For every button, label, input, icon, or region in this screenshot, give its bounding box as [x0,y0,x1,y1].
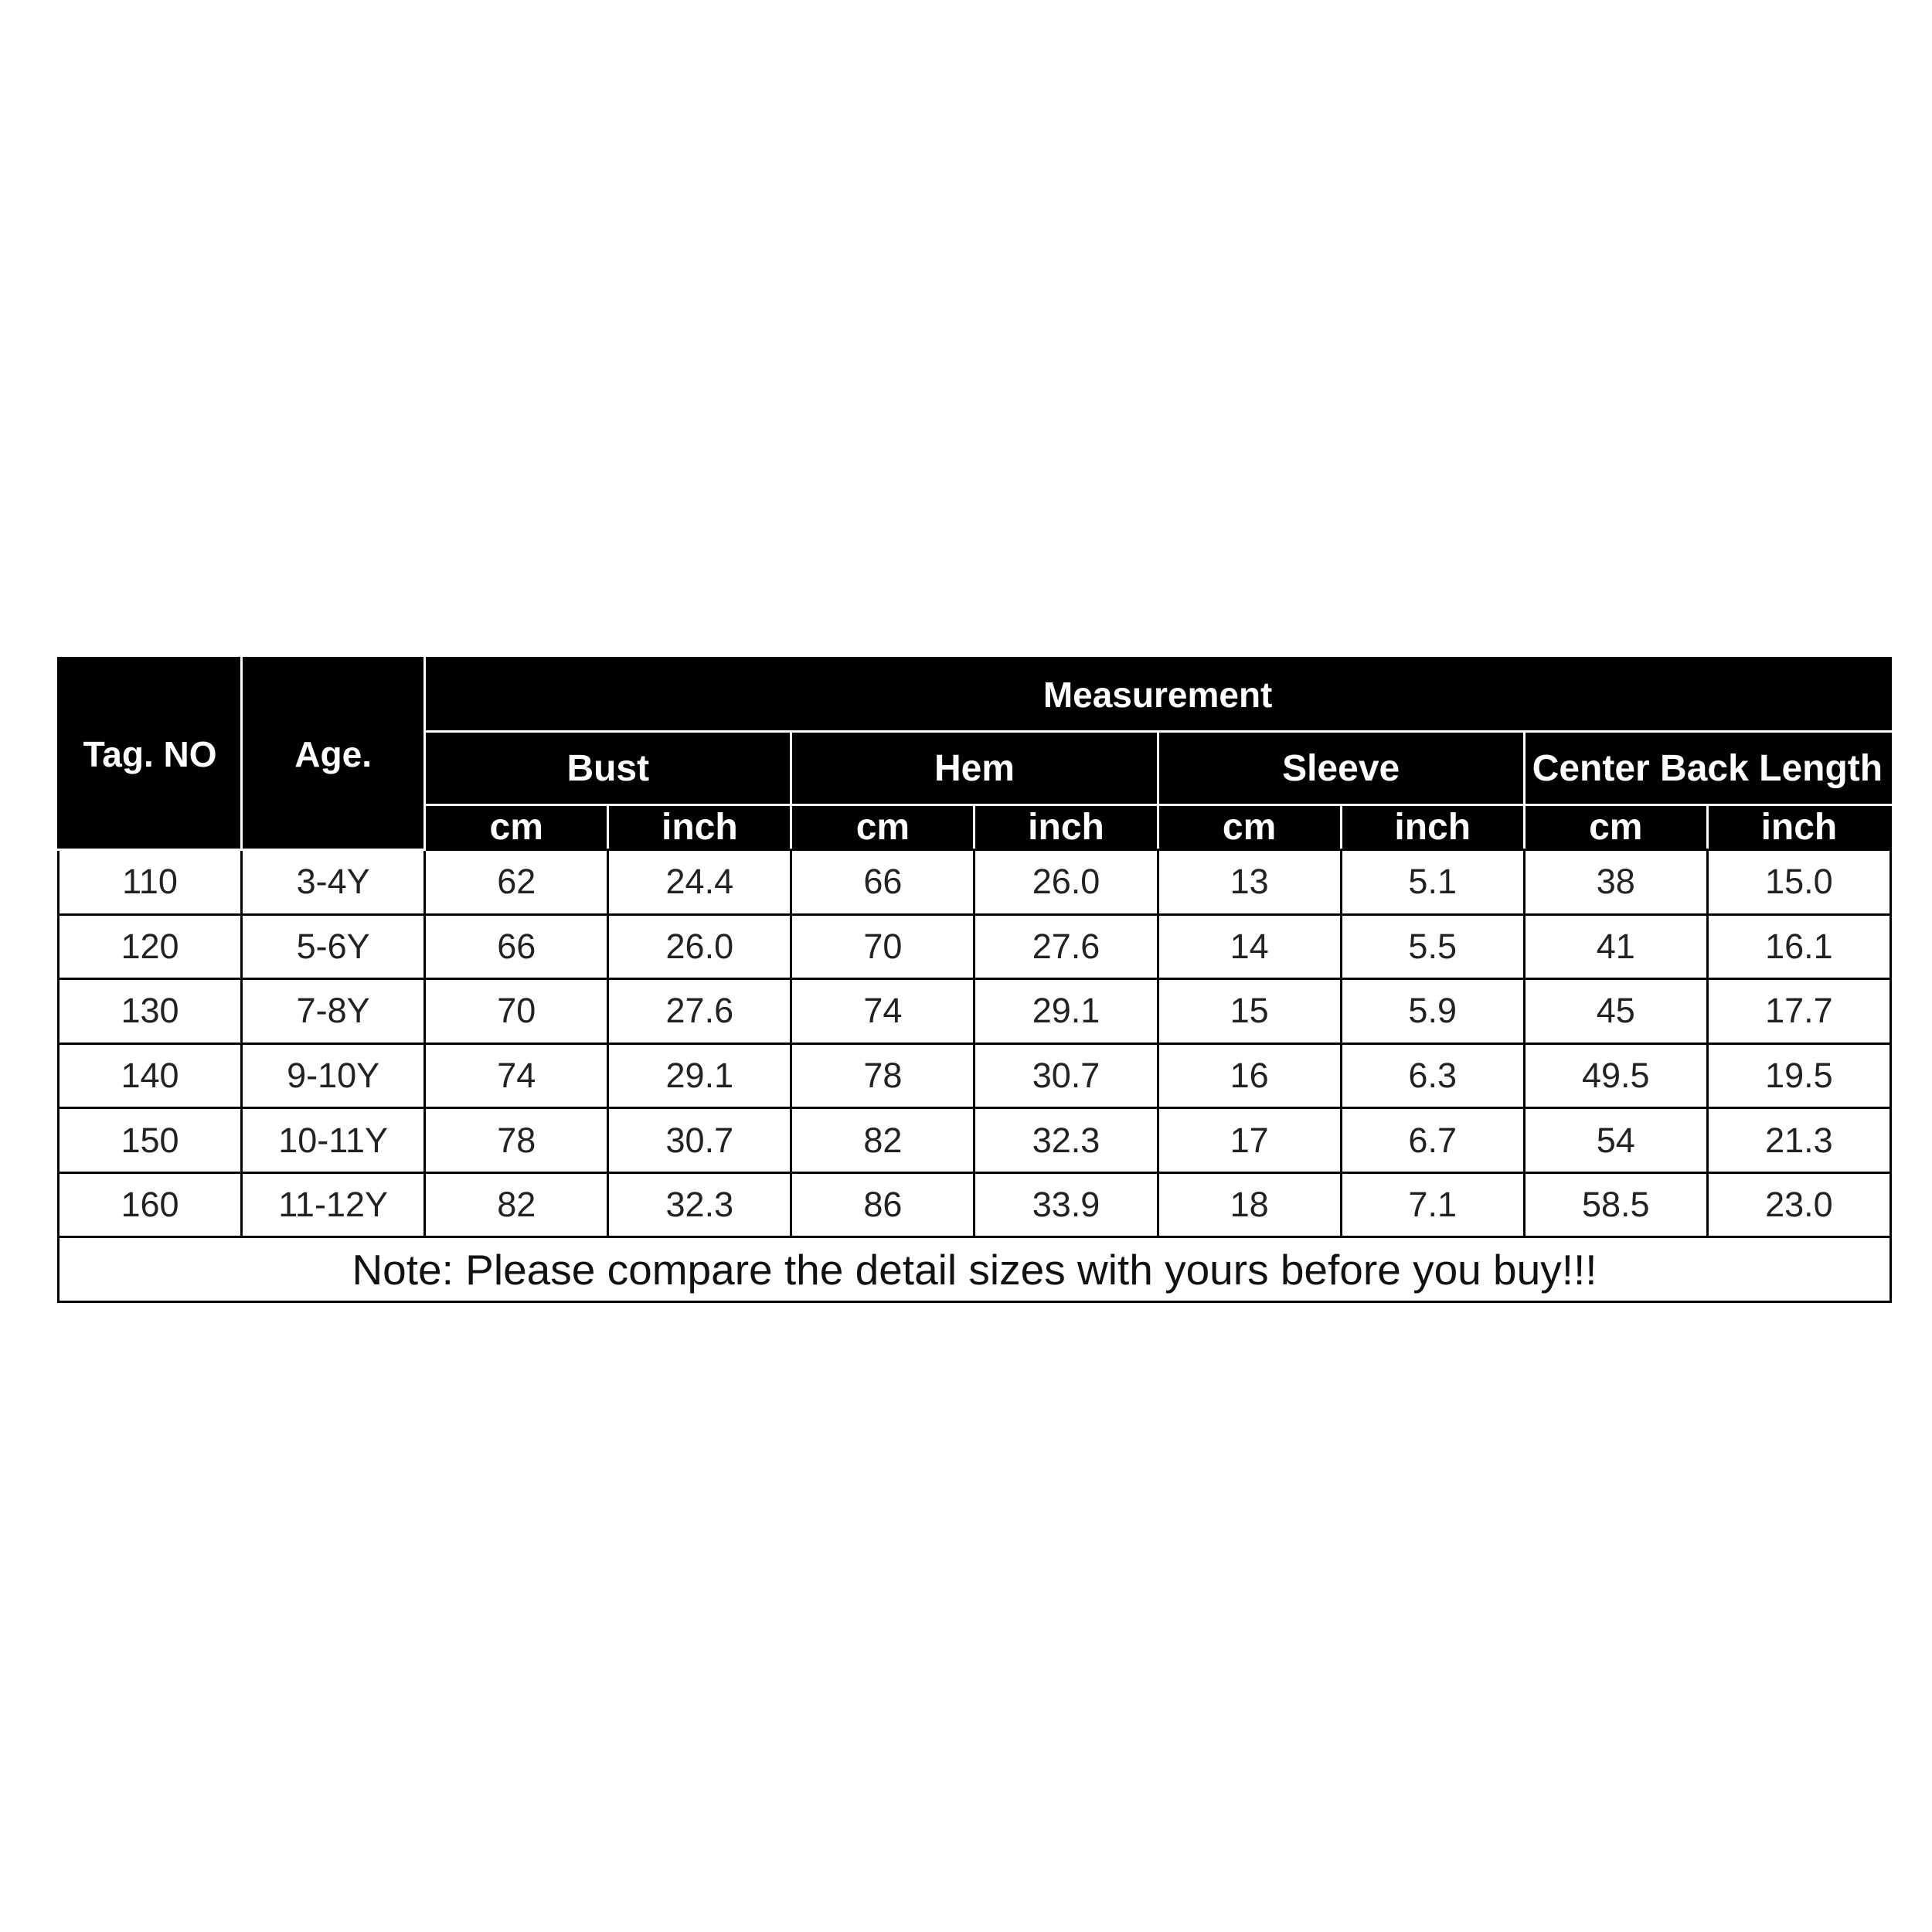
cell-hem-cm: 74 [791,979,975,1044]
cell-bust-inch: 29.1 [608,1043,791,1108]
cell-hem-inch: 27.6 [975,914,1158,979]
header-back-length-cm: cm [1524,805,1707,850]
cell-hem-cm: 82 [791,1108,975,1173]
cell-back-length-cm: 38 [1524,850,1707,915]
table-row [59,1108,1891,1173]
cell-back-length-cm: 49.5 [1524,1043,1707,1108]
header-bust-cm: cm [425,805,608,850]
cell-back-length-cm: 58.5 [1524,1172,1707,1237]
size-note: Note: Please compare the detail sizes with yours before you buy!!! [59,1237,1891,1302]
cell-hem-cm: 70 [791,914,975,979]
size-chart-table [57,657,1892,1303]
cell-bust-inch: 32.3 [608,1172,791,1237]
cell-tag-no: 110 [59,850,242,915]
cell-bust-inch: 30.7 [608,1108,791,1173]
cell-sleeve-cm: 16 [1158,1043,1341,1108]
header-hem: Hem [791,732,1158,805]
cell-back-length-inch: 16.1 [1707,914,1890,979]
cell-sleeve-inch: 5.1 [1341,850,1524,915]
cell-age: 10-11Y [242,1108,425,1173]
cell-hem-inch: 33.9 [975,1172,1158,1237]
cell-sleeve-cm: 13 [1158,850,1341,915]
cell-back-length-inch: 19.5 [1707,1043,1890,1108]
header-sleeve: Sleeve [1158,732,1524,805]
cell-tag-no: 160 [59,1172,242,1237]
cell-back-length-cm: 45 [1524,979,1707,1044]
cell-hem-cm: 66 [791,850,975,915]
cell-sleeve-cm: 18 [1158,1172,1341,1237]
header-tag-no: Tag. NO [59,658,242,850]
cell-sleeve-inch: 7.1 [1341,1172,1524,1237]
cell-bust-cm: 62 [425,850,608,915]
cell-age: 11-12Y [242,1172,425,1237]
cell-bust-inch: 24.4 [608,850,791,915]
cell-back-length-inch: 23.0 [1707,1172,1890,1237]
header-center-back-length: Center Back Length [1524,732,1890,805]
cell-back-length-cm: 41 [1524,914,1707,979]
cell-tag-no: 140 [59,1043,242,1108]
table-row [59,914,1891,979]
header-age: Age. [242,658,425,850]
cell-sleeve-inch: 5.9 [1341,979,1524,1044]
cell-sleeve-inch: 5.5 [1341,914,1524,979]
cell-tag-no: 130 [59,979,242,1044]
cell-hem-inch: 29.1 [975,979,1158,1044]
cell-bust-cm: 66 [425,914,608,979]
cell-hem-cm: 86 [791,1172,975,1237]
header-back-length-inch: inch [1707,805,1890,850]
cell-bust-cm: 70 [425,979,608,1044]
cell-sleeve-cm: 15 [1158,979,1341,1044]
cell-hem-inch: 30.7 [975,1043,1158,1108]
cell-sleeve-cm: 17 [1158,1108,1341,1173]
cell-sleeve-cm: 14 [1158,914,1341,979]
cell-age: 5-6Y [242,914,425,979]
cell-hem-inch: 26.0 [975,850,1158,915]
table-row [59,1172,1891,1237]
header-sleeve-inch: inch [1341,805,1524,850]
cell-bust-inch: 27.6 [608,979,791,1044]
cell-hem-inch: 32.3 [975,1108,1158,1173]
header-hem-cm: cm [791,805,975,850]
cell-back-length-cm: 54 [1524,1108,1707,1173]
cell-bust-cm: 78 [425,1108,608,1173]
note-row [59,1237,1891,1302]
cell-back-length-inch: 17.7 [1707,979,1890,1044]
header-bust-inch: inch [608,805,791,850]
cell-back-length-inch: 15.0 [1707,850,1890,915]
cell-bust-inch: 26.0 [608,914,791,979]
size-rows [59,850,1891,1302]
cell-sleeve-inch: 6.3 [1341,1043,1524,1108]
header-hem-inch: inch [975,805,1158,850]
cell-sleeve-inch: 6.7 [1341,1108,1524,1173]
table-row [59,979,1891,1044]
table-row [59,1043,1891,1108]
header-sleeve-cm: cm [1158,805,1341,850]
cell-back-length-inch: 21.3 [1707,1108,1890,1173]
cell-bust-cm: 74 [425,1043,608,1108]
header-measurement: Measurement [425,658,1891,732]
table-row [59,850,1891,915]
cell-hem-cm: 78 [791,1043,975,1108]
cell-age: 7-8Y [242,979,425,1044]
cell-tag-no: 120 [59,914,242,979]
cell-age: 3-4Y [242,850,425,915]
header-bust: Bust [425,732,791,805]
cell-age: 9-10Y [242,1043,425,1108]
cell-bust-cm: 82 [425,1172,608,1237]
cell-tag-no: 150 [59,1108,242,1173]
